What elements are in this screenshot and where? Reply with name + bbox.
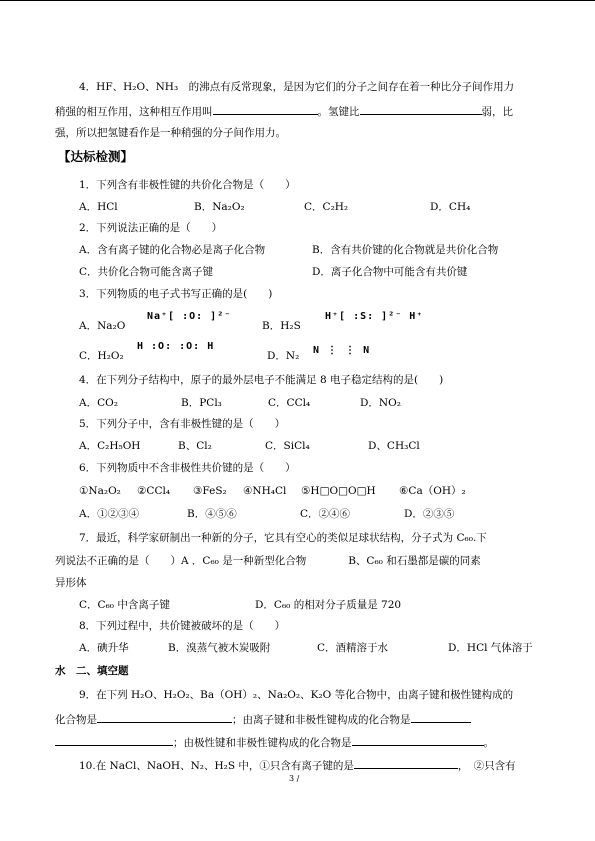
q8-wrap-and-fill-in-section: 水 二、填空题 xyxy=(55,665,129,677)
page-number: 3 / xyxy=(289,774,300,783)
q6-item-6: ⑥Ca（OH）₂ xyxy=(399,485,466,497)
q9-line1: 9．在下列 H₂O、H₂O₂、Ba（OH）₂、Na₂O₂、K₂O 等化合物中，由离子键和极性键构成的 xyxy=(79,689,514,701)
q2-option-a: A．含有离子键的化合物必是离子化合物 xyxy=(79,244,266,256)
answer-blank[interactable] xyxy=(354,757,458,769)
q8-option-c: C．酒精溶于水 xyxy=(317,642,389,654)
q1-option-b: B．Na₂O₂ xyxy=(194,201,245,213)
q3-option-a: A．Na₂O xyxy=(79,320,126,332)
q6-item-1: ①Na₂O₂ xyxy=(79,485,121,497)
answer-blank[interactable] xyxy=(352,734,484,746)
q7-option-d: D．C₆₀ 的相对分子质量是 720 xyxy=(255,599,402,611)
q3-stem: 3．下列物质的电子式书写正确的是( ) xyxy=(79,288,273,300)
q2-option-c: C．共价化合物可能含离子键 xyxy=(79,266,214,278)
q6-item-2: ②CCl₄ xyxy=(137,485,171,497)
q4-option-d: D．NO₂ xyxy=(360,397,401,409)
q6-stem: 6．下列物质中不含非极性共价键的是（ ） xyxy=(79,462,296,474)
q3-option-a-electron-formula: Na⁺[ :O: ]²⁻ xyxy=(147,311,232,322)
q5-option-d: D、CH₃Cl xyxy=(368,440,420,452)
q2-option-b: B．含有共价键的化合物就是共价化合物 xyxy=(312,244,499,256)
q2-option-d: D．离子化合物中可能含有共价键 xyxy=(312,266,468,278)
q5-option-c: C．SiCl₄ xyxy=(265,440,310,452)
q4-option-c: C．CCl₄ xyxy=(268,397,311,409)
q4-intro-line1: 4．HF、H₂O、NH₃ 的沸点有反常现象，是因为它们的分子之间存在着一种比分子间作用力 xyxy=(79,81,515,93)
q6-option-b: B．④⑤⑥ xyxy=(187,508,237,520)
q6-option-d: D．②③⑤ xyxy=(404,508,455,520)
q3-option-c-electron-formula: H :O: :O: H xyxy=(137,341,215,352)
q3-option-b-electron-formula: H⁺[ :S: ]²⁻ H⁺ xyxy=(325,311,424,322)
page-top-rule xyxy=(0,0,595,1)
q1-option-a: A．HCl xyxy=(79,201,118,213)
answer-blank[interactable] xyxy=(97,711,232,723)
q4-intro-line2: 稍强的相互作用，这种相互作用叫 。氢键比 弱，比 xyxy=(55,103,513,119)
q4-option-b: B．PCl₃ xyxy=(181,397,222,409)
q6-item-4: ④NH₄Cl xyxy=(243,485,287,497)
q4-option-a: A．CO₂ xyxy=(79,397,118,409)
q6-item-3: ③FeS₂ xyxy=(193,485,227,497)
q3-option-c: C．H₂O₂ xyxy=(79,350,124,362)
q3-option-d: D．N₂ xyxy=(267,350,300,362)
q7-line2: 列说法不正确的是（ ）A ．C₆₀ 是一种新型化合物 B、C₆₀ 和石墨都是碳的同素 xyxy=(55,555,481,567)
answer-blank[interactable] xyxy=(411,711,471,723)
q9-line3: ；由极性键和非极性键构成的化合物是 。 xyxy=(55,734,494,750)
q8-stem: 8．下列过程中，共价键被破坏的是（ ） xyxy=(79,620,286,632)
q3-option-d-electron-formula: N ⋮ ⋮ N xyxy=(313,345,371,356)
q1-option-c: C．C₂H₂ xyxy=(304,201,349,213)
q6-option-a: A．①②③④ xyxy=(79,508,140,520)
q8-option-d: D．HCl 气体溶于 xyxy=(448,642,533,654)
q5-option-b: B、Cl₂ xyxy=(178,440,212,452)
answer-blank[interactable] xyxy=(213,103,318,115)
answer-blank[interactable] xyxy=(360,103,482,115)
q9-line2: 化合物是 ；由离子键和非极性键构成的化合物是 xyxy=(55,711,471,727)
q1-stem: 1．下列含有非极性键的共价化合物是（ ） xyxy=(79,179,296,191)
q3-option-b: B．H₂S xyxy=(262,320,301,332)
q4-stem: 4．在下列分子结构中，原子的最外层电子不能满足 8 电子稳定结构的是( ) xyxy=(79,374,444,386)
section-title: 【达标检测】 xyxy=(58,149,134,164)
q6-item-5: ⑤H□O□O□H xyxy=(301,485,376,497)
q5-option-a: A．C₂H₅OH xyxy=(79,440,141,452)
answer-blank[interactable] xyxy=(55,734,173,746)
q4-intro-line3: 强，所以把氢键看作是一种稍强的分子间作用力。 xyxy=(55,127,286,139)
q8-option-b: B．溴蒸气被木炭吸附 xyxy=(168,642,271,654)
q10-line: 10.在 NaCl、NaOH、N₂、H₂S 中，①只含有离子键的是 ， ②只含有 xyxy=(79,757,516,773)
q7-line1: 7．最近，科学家研制出一种新的分子，它具有空心的类似足球状结构，分子式为 C₆₀.下 xyxy=(79,532,487,544)
q7-line3: 异形体 xyxy=(55,577,87,589)
q7-option-c: C．C₆₀ 中含离子键 xyxy=(79,599,170,611)
q6-option-c: C．②④⑥ xyxy=(300,508,351,520)
q8-option-a: A．碘升华 xyxy=(79,642,129,654)
q1-option-d: D．CH₄ xyxy=(430,201,471,213)
q2-stem: 2．下列说法正确的是（ ） xyxy=(79,222,223,234)
q5-stem: 5．下列分子中，含有非极性键的是（ ） xyxy=(79,418,286,430)
